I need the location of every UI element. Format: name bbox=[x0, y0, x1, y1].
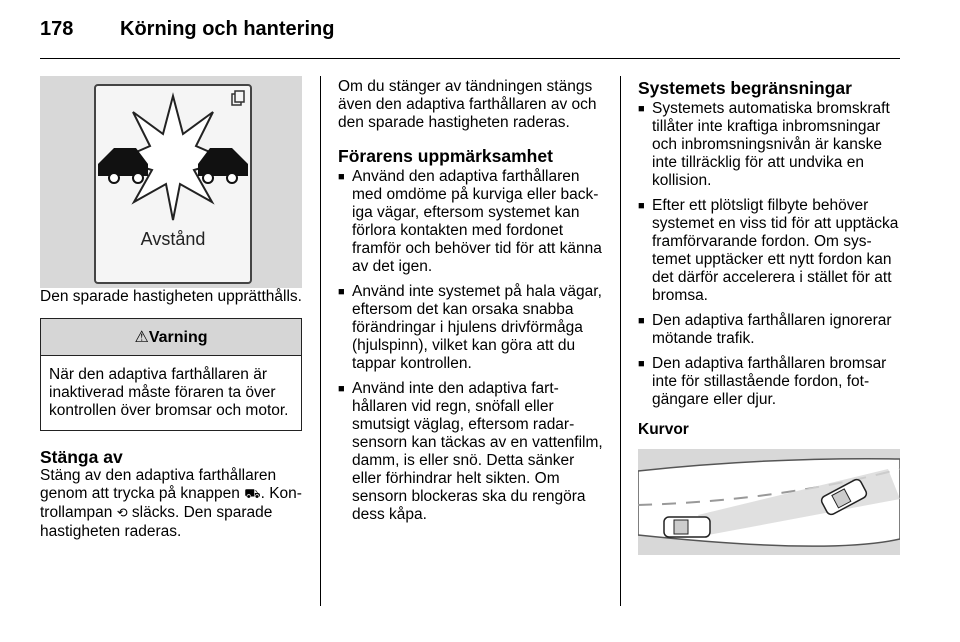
section-paragraph: Stäng av den adaptiva farthållaren genom att trycka på knappen ⛟. Kontrollampan ⟲ släcks. Den sparade hastigheten raderas. bbox=[40, 467, 302, 540]
warning-text: När den adaptiva farthållaren är inaktiverad måste föraren ta över kontrollen över bromsar och motor. bbox=[49, 366, 289, 419]
warning-title: Varning bbox=[148, 329, 208, 346]
display-panel bbox=[94, 84, 252, 284]
column-right bbox=[638, 78, 902, 555]
list-item: ■ Använd inte den adaptiva farthållaren vid regn, snöfall eller smutsigt väglag, eftersom radarsensorn kan täckas av en vattenfilm, damm, is eller snö. Detta sänker eller förhindrar helt sikten. Om sensorn blockeras ska du rengöra dess kåpa. bbox=[338, 380, 604, 524]
section-heading: Förarens uppmärksamhet bbox=[338, 146, 553, 166]
column-middle bbox=[338, 78, 604, 531]
bullet-list bbox=[638, 100, 902, 409]
warning-header bbox=[41, 319, 301, 356]
header-rule bbox=[40, 58, 900, 59]
list-item: ■ Efter ett plötsligt filbyte behöver systemet en viss tid för att upptäcka framförvarande fordon. Om systemet upptäcker ett nytt fordon kan det därför accelerera i stället för att bromsa. bbox=[638, 197, 902, 305]
intro-paragraph: Om du stänger av tändningen stängs även den adaptiva farthållaren av och den sparade hastigheten raderas. bbox=[338, 78, 597, 131]
list-item: ■ Den adaptiva farthållaren bromsar inte för stillastående fordon, fotgängare eller djur. bbox=[638, 355, 902, 409]
section-heading: Stänga av bbox=[40, 447, 123, 467]
list-item: ■ Systemets automatiska bromskraft tillåter inte kraftiga inbromsningar och inbromsningsnivån är kanske inte tillräcklig för att undvika en kollision. bbox=[638, 100, 902, 190]
list-item: ■ Använd inte systemet på hala vägar, eftersom det kan orsaka snabba förändringar i hjulens drivförmåga (hjulspinn), vilket kan göra att du tappar kontrollen. bbox=[338, 283, 604, 373]
adaptive-cruise-button-icon: ⛟ bbox=[244, 487, 261, 502]
subheading-curves: Kurvor bbox=[638, 421, 689, 438]
figure-caption: Den sparade hastigheten upprätthålls. bbox=[40, 288, 302, 305]
column-divider bbox=[620, 76, 621, 606]
list-item: ■ Den adaptiva farthållaren ignorerar mötande trafik. bbox=[638, 312, 902, 348]
warning-box bbox=[40, 318, 302, 431]
page-title: Körning och hantering bbox=[120, 18, 335, 40]
column-divider bbox=[320, 76, 321, 606]
pages-icon bbox=[232, 91, 244, 105]
figure-label: Avstånd bbox=[140, 229, 206, 249]
curve-road-figure bbox=[638, 449, 900, 555]
column-left bbox=[40, 76, 302, 541]
bullet-list bbox=[338, 168, 604, 524]
page-number: 178 bbox=[40, 18, 74, 40]
list-item: ■ Använd den adaptiva farthållaren med omdöme på kurviga eller backiga vägar, eftersom systemet kan förlora kontakten med fordonet framför och behöver tid för att känna av det igen. bbox=[338, 168, 604, 276]
control-lamp-icon: ⟲ bbox=[116, 506, 128, 521]
distance-warning-figure bbox=[40, 76, 302, 288]
car-own-icon bbox=[664, 517, 710, 537]
warning-triangle-icon: ⚠ bbox=[134, 327, 149, 346]
section-heading: Systemets begränsningar bbox=[638, 78, 852, 98]
